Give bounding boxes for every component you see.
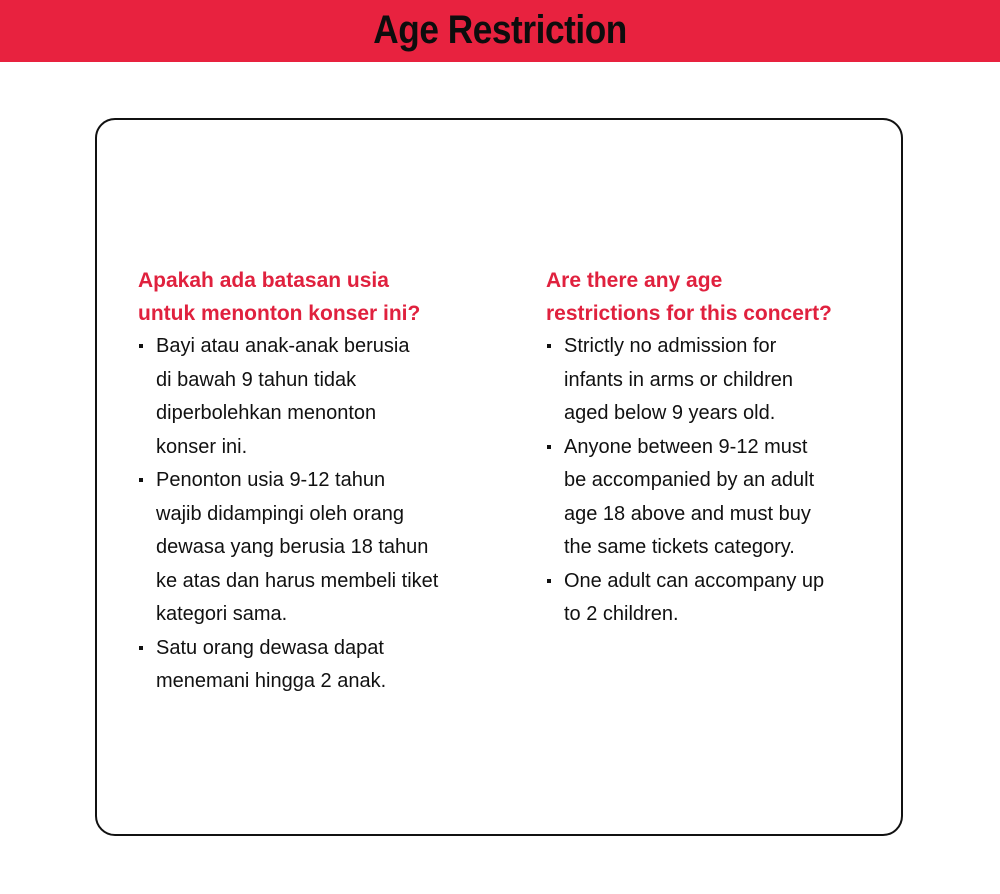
item-line: ke atas dan harus membeli tiket: [156, 569, 439, 592]
item-line: di bawah 9 tahun tidak: [156, 368, 357, 391]
question-line: Are there any age: [546, 269, 723, 292]
item-line: be accompanied by an adult: [564, 469, 815, 491]
page-title: Age Restriction: [373, 8, 627, 52]
item-line: Bayi atau anak-anak berusia: [156, 335, 410, 357]
indonesian-question: [138, 264, 478, 330]
bullet-icon: [547, 579, 551, 583]
bullet-icon: [547, 445, 551, 449]
bullet-icon: [139, 478, 143, 482]
english-column: [546, 264, 876, 632]
item-line: wajib didampingi oleh orang: [156, 502, 404, 525]
item-line: aged below 9 years old.: [564, 402, 776, 424]
list-item: [138, 464, 478, 632]
list-item: [138, 330, 478, 464]
list-item: [138, 632, 478, 699]
question-line: untuk menonton konser ini?: [138, 302, 421, 325]
item-line: Penonton usia 9-12 tahun: [156, 469, 386, 491]
item-line: menemani hingga 2 anak.: [156, 670, 387, 692]
item-line: to 2 children.: [564, 603, 679, 625]
item-line: One adult can accompany up: [564, 569, 825, 592]
bullet-icon: [139, 344, 143, 348]
bullet-icon: [547, 344, 551, 348]
item-line: Anyone between 9-12 must: [564, 435, 808, 458]
question-line: Apakah ada batasan usia: [138, 269, 389, 292]
question-line: restrictions for this concert?: [546, 302, 832, 325]
item-line: diperbolehkan menonton: [156, 402, 377, 424]
item-line: Strictly no admission for: [564, 335, 777, 357]
bullet-icon: [139, 646, 143, 650]
list-item: [546, 565, 876, 632]
item-line: the same tickets category.: [564, 536, 795, 558]
english-answer-list: [546, 330, 876, 632]
header-banner: [0, 0, 1000, 62]
item-line: age 18 above and must buy: [564, 502, 811, 525]
indonesian-column: [138, 264, 478, 699]
indonesian-answer-list: [138, 330, 478, 699]
item-line: Satu orang dewasa dapat: [156, 636, 384, 659]
item-line: konser ini.: [156, 435, 248, 458]
item-line: dewasa yang berusia 18 tahun: [156, 536, 429, 558]
english-question: [546, 264, 876, 330]
list-item: [546, 330, 876, 431]
item-line: kategori sama.: [156, 603, 288, 625]
list-item: [546, 431, 876, 565]
item-line: infants in arms or children: [564, 368, 793, 391]
